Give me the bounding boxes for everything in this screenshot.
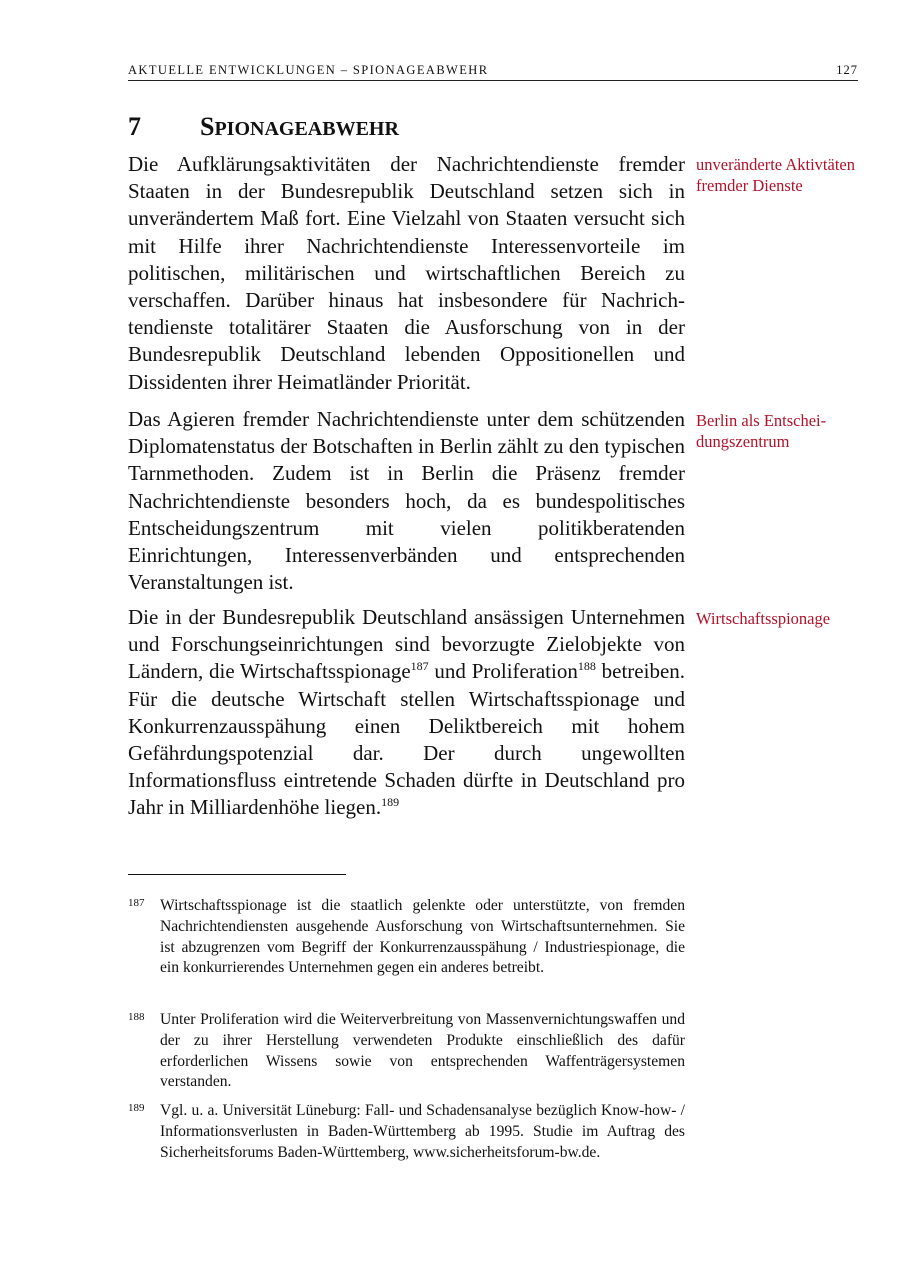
footnote-text: Unter Proliferation wird die Weiterverbreitung von Massenvernichtungswaffen und der zu ihrer Herstellung verwendeten Produkte einschließlich des dafür erforderlichen Wissens sowie von entsprechenden Waffenträgersystemen verstanden.: [160, 1011, 685, 1091]
running-title: AKTUELLE ENTWICKLUNGEN – SPIONAGEABWEHR: [128, 63, 489, 77]
footnote-ref-187[interactable]: 187: [410, 659, 429, 674]
margin-note-3: Wirtschaftsspionage: [696, 609, 831, 628]
margin-note-1: unveränderte Aktivtäten fremder Dienste: [696, 155, 855, 195]
footnote-text: Vgl. u. a. Universität Lüneburg: Fall- und Schadensanalyse bezüglich Know-how- / Informationsverlusten in Baden-Württemberg ab 1995. Studie im Auftrag des Sicherheitsforums Baden-Württemberg, www.sicherheitsforum-bw.de.: [160, 1102, 685, 1161]
footnote-ref-188[interactable]: 188: [577, 659, 596, 674]
footnote-187: [128, 896, 685, 979]
footnote-number: 187: [128, 897, 145, 909]
footnote-number: 188: [128, 1011, 145, 1023]
chapter-title: SPIONAGEABWEHR: [200, 112, 399, 141]
footnote-text: Wirtschaftsspionage ist die staatlich gelenkte oder unterstützte, von fremden Nachrichtendiensten ausgehende Ausforschung von Wirtschaftsunternehmen. Sie ist abzugrenzen vom Begriff der Konkurrenzausspähung / Industriespionage, die ein konkurrierendes Unternehmen gegen ein anderes betreibt.: [160, 897, 685, 977]
footnote-ref-189[interactable]: 189: [381, 795, 400, 810]
paragraph-1: Die Aufklärungsaktivitäten der Nachrichtendienste fremder Staaten in der Bundesrepublik Deutschland setzen sich in unverändertem Maß fort. Eine Vielzahl von Staaten versucht sich mit Hilfe ihrer Nachrichtendienste Interessenvorteile im politischen, militärischen und wirtschaftlichen Bereich zu verschaffen. Darüber hinaus hat insbesondere für Nachrichtendienste totalitärer Staaten die Ausforschung von in der Bundesrepublik Deutschland lebenden Oppositionellen und Dissidenten ihrer Heimatländer Priorität.: [128, 152, 685, 394]
chapter-heading: [128, 112, 399, 142]
footnote-number: 189: [128, 1102, 145, 1114]
footnote-divider: [128, 874, 346, 875]
footnote-189: [128, 1101, 685, 1163]
chapter-number: 7: [128, 112, 141, 141]
paragraph-3: Die in der Bundesrepublik Deutschland ansässigen Unternehmen und Forschungseinrichtungen sind bevorzugte Zielobjekte von Ländern, die Wirtschaftsspionage$^{187}$ und Proliferation$^{188}$ betreiben. Für die deutsche Wirtschaft stellen Wirtschaftsspionage und Konkurrenzausspähung einen Deliktbereich mit hohem Gefährdungspotenzial dar. Der durch ungewollten Informationsfluss eintretende Schaden dürfte in Deutschland pro Jahr in Milliardenhöhe liegen.$^{189}$: [128, 605, 686, 820]
footnote-188: [128, 1010, 685, 1093]
paragraph-2: Das Agieren fremder Nachrichtendienste unter dem schützenden Diplomatenstatus der Botschaften in Berlin zählt zu den typischen Tarnmethoden. Zudem ist in Berlin die Präsenz fremder Nachrichtendienste besonders hoch, da es bundespolitisches Entscheidungszentrum mit vielen politikberatenden Einrichtungen, Interessenverbänden und entsprechenden Veranstaltungen ist.: [128, 407, 685, 595]
running-header: [128, 62, 858, 81]
margin-note-2: Berlin als Entscheidungszentrum: [696, 411, 827, 451]
page-number: 127: [836, 63, 858, 77]
